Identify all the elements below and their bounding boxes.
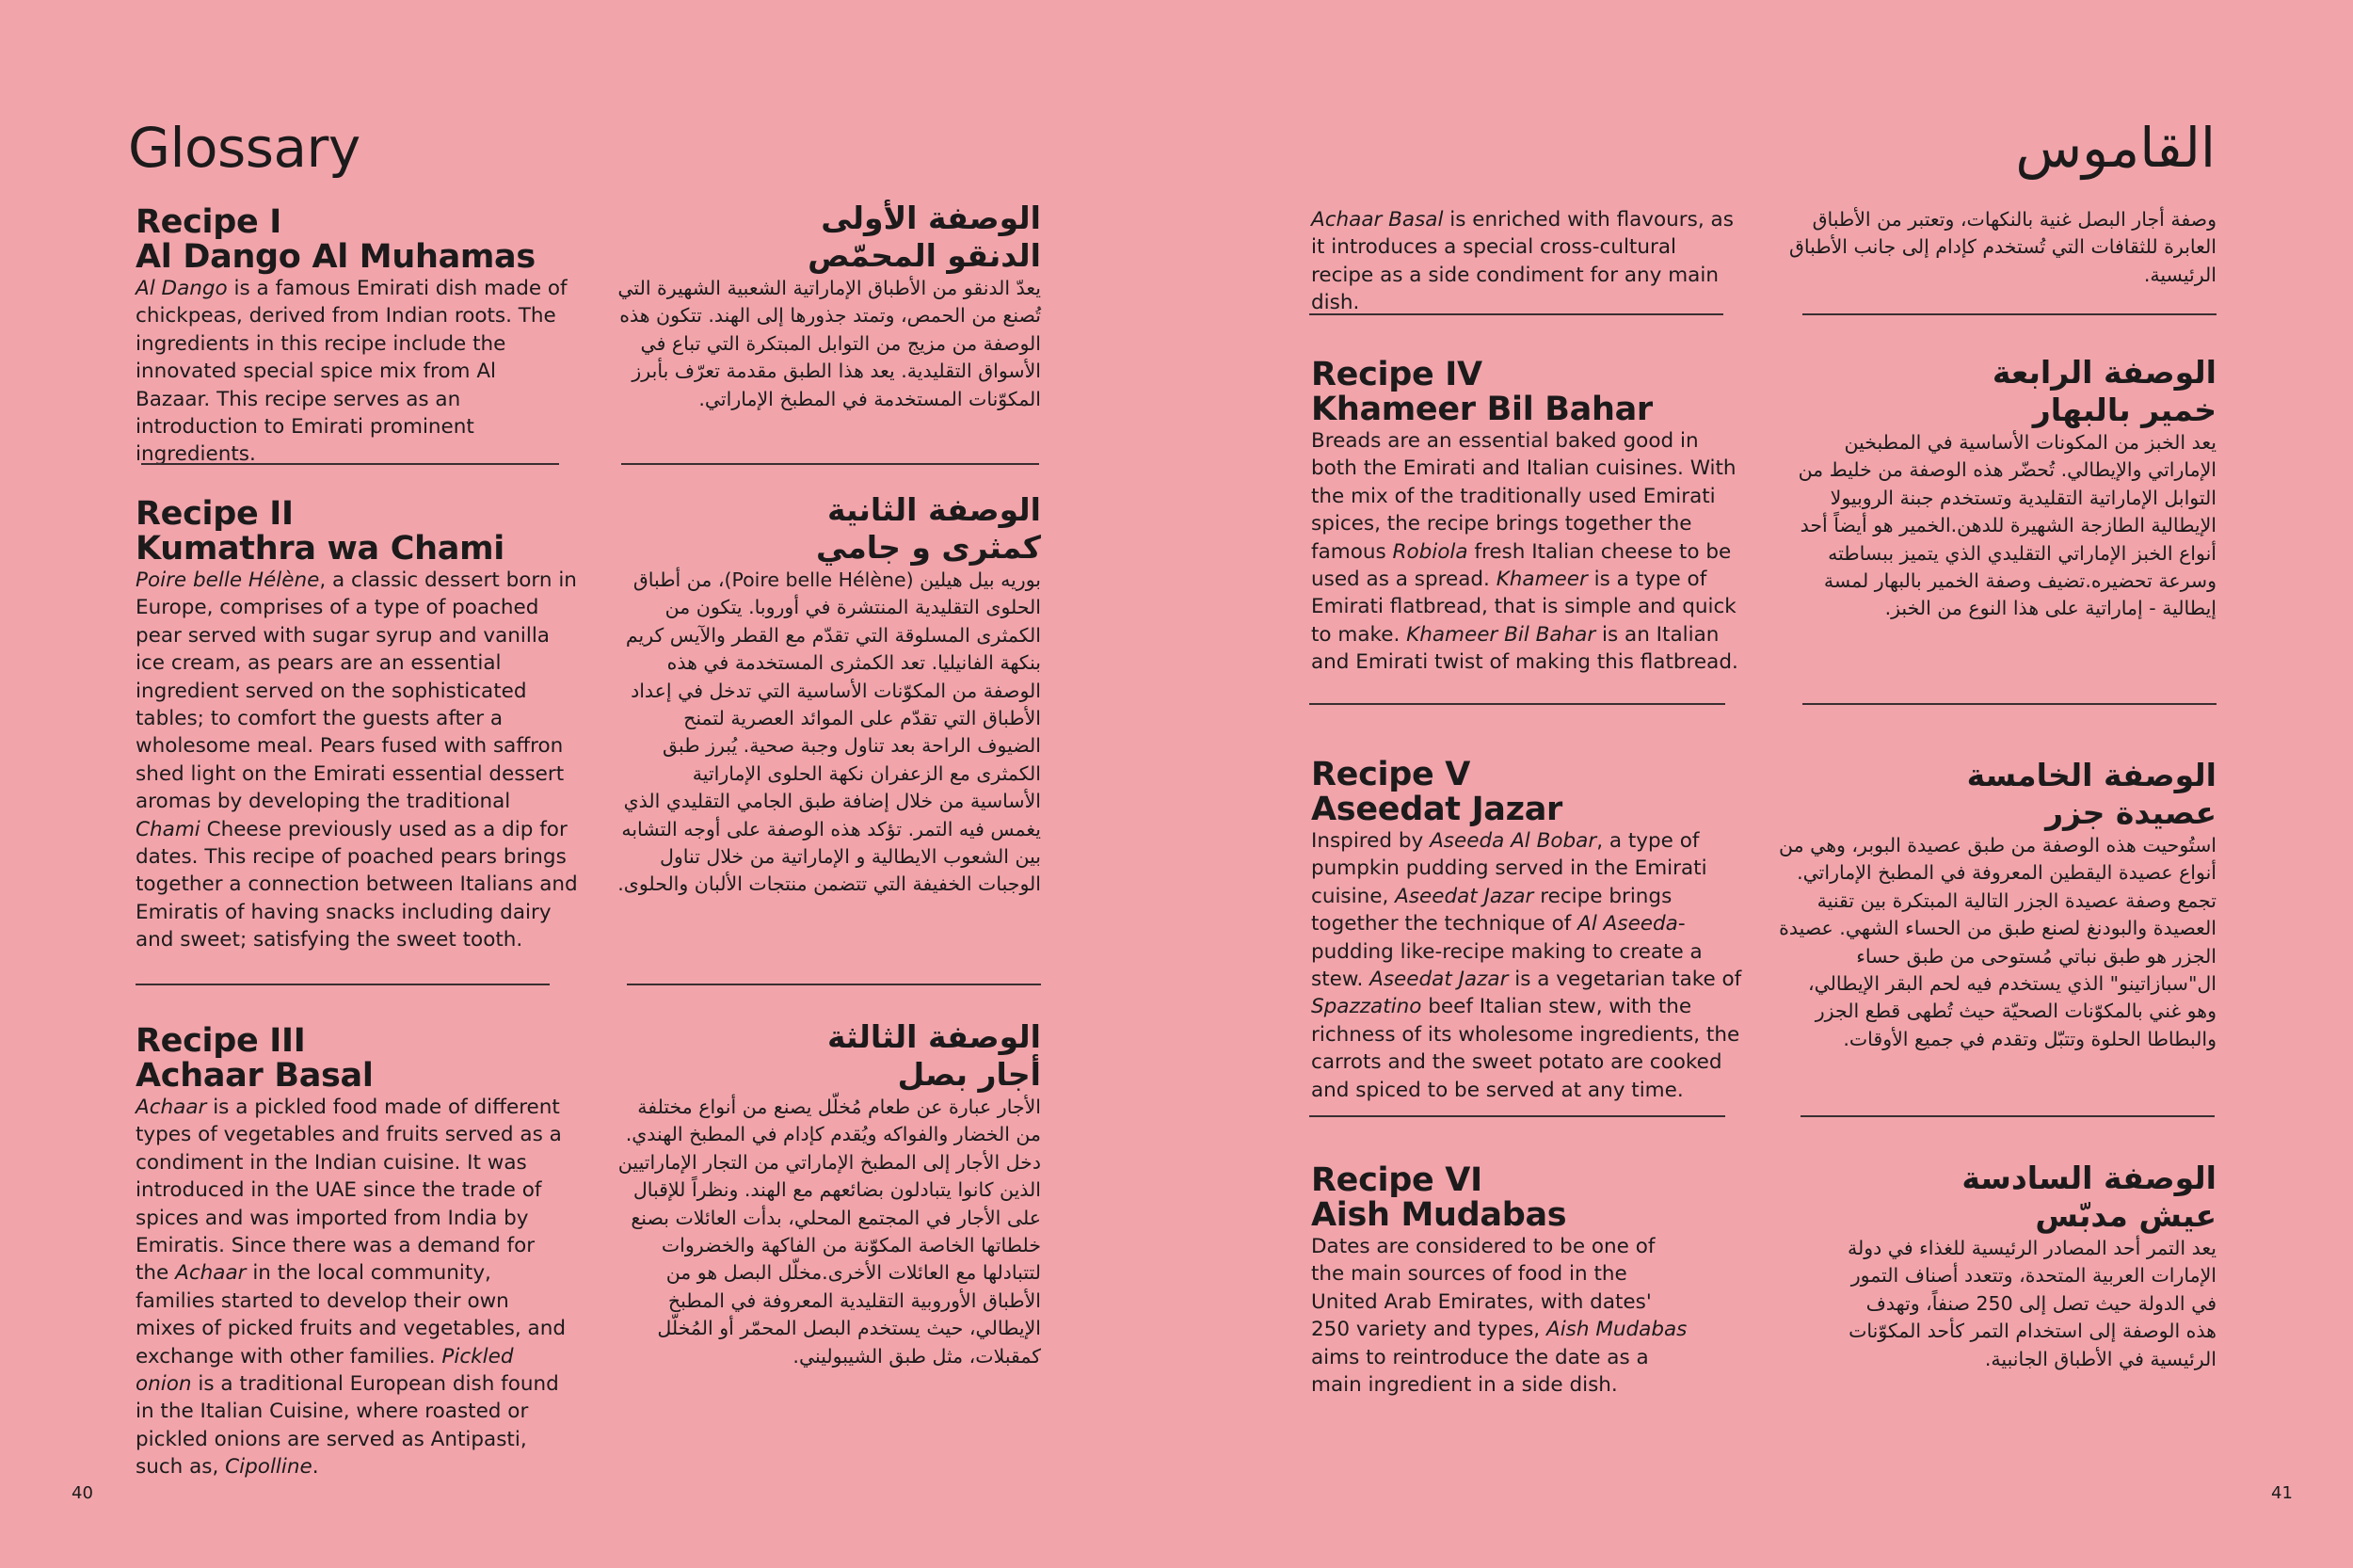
recipe-description: Inspired by Aseeda Al Bobar, a type of pumpkin pudding served in the Emirati cuisine, Aseedat Jazar recipe brings together the technique of Al Aseeda- pudding like-recipe making to create a stew. Aseedat Jazar is a vegetarian take of Spazzatino beef Italian stew, with the richness of its wholesome ingredients, the carrots and the sweet potato are cooked and spiced to be served at any time. xyxy=(1311,829,1742,1102)
recipe-2-en xyxy=(136,497,578,954)
recipe-name-ar: عصيدة جزر xyxy=(2045,794,2217,831)
recipe-description: Achaar Basal is enriched with flavours, as it introduces a special cross-cultural recipe as a side condiment for any main dish. xyxy=(1311,208,1734,315)
divider xyxy=(136,984,550,985)
recipe-6-ar xyxy=(1845,1160,2217,1373)
page-number-left: 40 xyxy=(72,1483,93,1503)
recipe-1-ar xyxy=(617,200,1041,413)
divider xyxy=(621,463,1039,465)
page-title-en: Glossary xyxy=(128,116,360,180)
recipe-name: Aish Mudabas xyxy=(1311,1196,1567,1234)
recipe-2-ar xyxy=(617,491,1041,899)
recipe-number-ar: الوصفة الثانية xyxy=(827,491,1041,528)
recipe-4-en xyxy=(1311,358,1744,677)
recipe-number-ar: الوصفة الرابعة xyxy=(1992,354,2217,391)
recipe-5-ar xyxy=(1779,757,2217,1053)
recipe-3-continued-ar xyxy=(1788,206,2217,289)
recipe-description-ar: بوريه بيل هيلين (Poire belle Hélène)، من أطباق الحلوى التقليدية المنتشرة في أوروبا. يتكون من الكمثرى المسلوقة التي تقدّم مع القطر والآيس كريم بنكهة الفانيليا. تعد الكمثرى المستخدمة في هذه الوصفة من المكوّنات الأساسية التي تدخل في إعداد الأطباق التي تقدّم على الموائد العصرية لتمنح الضيوف الراحة بعد تناول وجبة صحية. يُبرز طبق الكمثرى مع الزعفران نكهة الحلوى الإماراتية الأساسية من خلال إضافة طبق الجامي التقليدي الذي يغمس فيه التمر. تؤكد هذه الوصفة على أوجه التشابه بين الشعوب الايطالية و الإماراتية من خلال تناول الوجبات الخفيفة التي تتضمن منتجات الألبان والحلوى. xyxy=(617,568,1041,896)
recipe-description: Breads are an essential baked good in both the Emirati and Italian cuisines. With the mix of the traditionally used Emirati spices, the recipe brings together the famous Robiola fresh Italian cheese to be used as a spread. Khameer is a type of Emirati flatbread, that is simple and quick to make. Khameer Bil Bahar is an Italian and Emirati twist of making this flatbread. xyxy=(1311,429,1738,675)
divider xyxy=(1309,313,1723,315)
recipe-description-ar: الأجار عبارة عن طعام مُخلّل يصنع من أنواع مختلفة من الخضار والفواكه ويُقدم كإدام في المطبخ الهندي. دخل الأجار إلى المطبخ الإماراتي من التجار الإماراتيين الذين كانوا يتبادلون بضائعهم مع الهند. ونظراً للإقبال على الأجار في المجتمع المحلي، بدأت العائلات بصنع خلطاتها الخاصة المكوّنة من الفاكهة والخضروات لتتبادلها مع العائلات الأخرى.مخلّل البصل هو من الأطباق الأوروبية التقليدية المعروفة في المطبخ الإيطالي، حيث يستخدم البصل المحمّر أو المُخلّل كمقبلات، مثل طبق الشيبوليني. xyxy=(617,1096,1041,1368)
recipe-name-ar: عيش مدبّس xyxy=(2035,1197,2217,1234)
recipe-description-ar: استُوحيت هذه الوصفة من طبق عصيدة البوبر، وهي من أنواع عصيدة اليقطين المعروفة في المطبخ الإماراتي. تجمع وصفة عصيدة الجزر التالية المبتكرة بين تقنية العصيدة والبودنغ لصنع طبق من الحساء الشهي. عصيدة الجزر هو طبق نباتي مُستوحى من طبق حساء ال"سبازاتينو" الذي يستخدم فيه لحم البقر الإيطالي، وهو غني بالمكوّنات الصحيّة حيث تُطهى قطع الجزر والبطاطا الحلوة وتتبّل وتقدم في جميع الأوقات. xyxy=(1779,834,2217,1050)
recipe-6-en xyxy=(1311,1163,1688,1399)
recipe-name-ar: خمير بالبهار xyxy=(2032,392,2217,428)
recipe-description-ar: يعدّ الدنقو من الأطباق الإماراتية الشعبية الشهيرة التي تُصنع من الحمص، وتمتد جذورها إلى الهند. تتكون هذه الوصفة من مزيج من التوابل المبتكرة التي تباع في الأسواق التقليدية. يعد هذا الطبق مقدمة تعرّف بأبرز المكوّنات المستخدمة في المطبخ الإماراتي. xyxy=(617,277,1041,410)
divider xyxy=(1309,703,1725,705)
recipe-name: Kumathra wa Chami xyxy=(136,530,504,568)
recipe-4-ar xyxy=(1788,354,2217,623)
recipe-name: Khameer Bil Bahar xyxy=(1311,391,1653,428)
divider xyxy=(1309,1115,1725,1117)
recipe-number: Recipe I xyxy=(136,203,282,241)
recipe-name: Achaar Basal xyxy=(136,1057,374,1095)
recipe-description: Achaar is a pickled food made of different types of vegetables and fruits served as a condiment in the Indian cuisine. It was introduced in the UAE since the trade of spices and was imported from India by Emiratis. Since there was a demand for the Achaar in the local community, families started to develop their own mixes of picked fruits and vegetables, and exchange with other families. Pickled onion is a traditional European dish found in the Italian Cuisine, where roasted or pickled onions are served as Antipasti, such as, Cipolline. xyxy=(136,1096,566,1480)
recipe-name-ar: أجار بصل xyxy=(897,1056,1041,1093)
recipe-description: Dates are considered to be one of the main sources of food in the United Arab Emirates, with dates' 250 variety and types, Aish Mudabas aims to reintroduce the date as a main ingredient in a side dish. xyxy=(1311,1235,1688,1398)
recipe-3-ar xyxy=(617,1018,1041,1370)
divider xyxy=(141,463,559,465)
recipe-number-ar: الوصفة السادسة xyxy=(1961,1160,2217,1196)
recipe-number: Recipe II xyxy=(136,495,294,533)
recipe-number: Recipe V xyxy=(1311,756,1471,793)
recipe-number: Recipe III xyxy=(136,1022,306,1060)
divider xyxy=(1802,313,2217,315)
recipe-number-ar: الوصفة الأولى xyxy=(821,200,1041,236)
recipe-description-ar: يعد التمر أحد المصادر الرئيسية للغذاء في دولة الإمارات العربية المتحدة، وتتعدد أصناف التمور في الدولة حيث تصل إلى 250 صنفاً، وتهدف هذه الوصفة إلى استخدام التمر كأحد المكوّنات الرئيسية في الأطباق الجانبية. xyxy=(1847,1237,2217,1370)
recipe-number: Recipe VI xyxy=(1311,1161,1482,1199)
page-number-right: 41 xyxy=(2271,1483,2293,1503)
recipe-name-ar: الدنقو المحمّص xyxy=(808,237,1041,274)
recipe-number-ar: الوصفة الثالثة xyxy=(827,1018,1041,1055)
recipe-3-continued-en xyxy=(1311,206,1744,317)
recipe-description-ar: يعد الخبز من المكونات الأساسية في المطبخين الإماراتي والإيطالي. تُحضّر هذه الوصفة من خليط من التوابل الإماراتية التقليدية وتستخدم جبنة الروبيولا الإيطالية الطازجة الشهيرة للدهن.الخمير هو أيضاً أحد أنواع الخبز الإماراتي التقليدي الذي يتميز ببساطته وسرعة تحضيره.تضيف وصفة الخمير بالبهار لمسة إيطالية - إماراتية على هذا النوع من الخبز. xyxy=(1798,431,2217,620)
recipe-name-ar: كمثرى و جامي xyxy=(815,529,1041,566)
recipe-name: Al Dango Al Muhamas xyxy=(136,238,536,276)
recipe-number-ar: الوصفة الخامسة xyxy=(1966,757,2217,793)
page-title-ar: القاموس xyxy=(2015,116,2216,180)
recipe-description: Poire belle Hélène, a classic dessert born in Europe, comprises of a type of poached pear served with sugar syrup and vanilla ice cream, as pears are an essential ingredient served on the sophisticated tables; to comfort the guests after a wholesome meal. Pears fused with saffron shed light on the Emirati essential dessert aromas by developing the traditional Chami Cheese previously used as a dip for dates. This recipe of poached pears brings together a connection between Italians and Emiratis of having snacks including dairy and sweet; satisfying the sweet tooth. xyxy=(136,568,578,952)
recipe-number: Recipe IV xyxy=(1311,356,1482,393)
recipe-1-en xyxy=(136,205,574,469)
recipe-5-en xyxy=(1311,758,1744,1104)
divider xyxy=(1801,1115,2215,1117)
divider xyxy=(627,984,1041,985)
recipe-3-en xyxy=(136,1024,574,1481)
recipe-description: Al Dango is a famous Emirati dish made of chickpeas, derived from Indian roots. The ingredients in this recipe include the innovated special spice mix from Al Bazaar. This recipe serves as an introduction to Emirati prominent ingredients. xyxy=(136,277,568,467)
recipe-description-ar: وصفة أجار البصل غنية بالنكهات، وتعتبر من الأطباق العابرة للثقافات التي تُستخدم كإدام إلى جانب الأطباق الرئيسية. xyxy=(1788,208,2217,286)
recipe-name: Aseedat Jazar xyxy=(1311,791,1562,828)
divider xyxy=(1802,703,2217,705)
